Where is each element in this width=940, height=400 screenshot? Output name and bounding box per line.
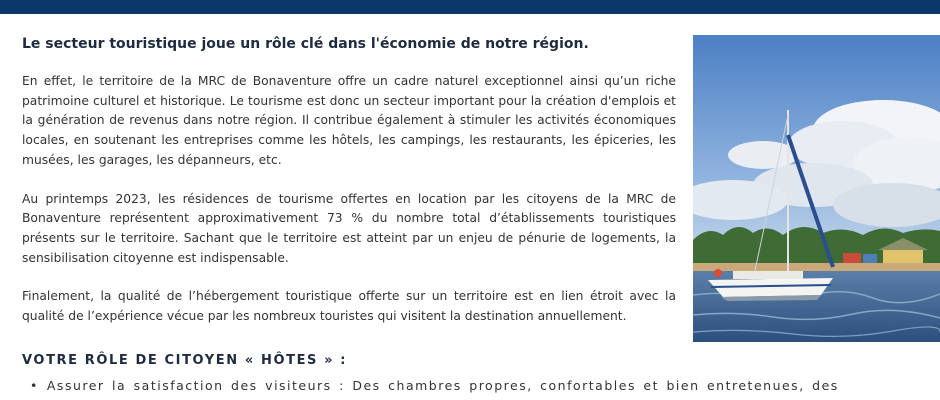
top-banner-bar (0, 0, 940, 14)
sailboat-photo (693, 35, 940, 342)
paragraph-conclusion: Finalement, la qualité de l’hébergement touristique offerte sur un territoire est en lien étroit avec la qualité de l’expérience vécue par les nombreux touristes qui visitent la destination annuellement. (22, 289, 676, 324)
article-heading: Le secteur touristique joue un rôle clé dans l'économie de notre région. (22, 36, 589, 52)
list-item (30, 378, 930, 393)
paragraph-statistics: Au printemps 2023, les résidences de tourisme offertes en location par les citoyens de la MRC de Bonaventure représentent approximativement 73 % du nombre total d’établissements touristiques présents sur le territoire. Sachant que le territoire est atteint par un enjeu de pénurie de logements, la sensibilisation citoyenne est indispensable. (22, 191, 676, 265)
bullet-dot-icon: • (30, 378, 39, 393)
bullet-text: Assurer la satisfaction des visiteurs : Des chambres propres, confortables et bien entretenues, des (46, 378, 839, 393)
paragraph-intro: En effet, le territoire de la MRC de Bonaventure offre un cadre naturel exceptionnel ainsi qu’un riche patrimoine culturel et historique. Le tourisme est donc un secteur important pour la création d'emplois et la génération de revenus dans notre région. Il contribue également à stimuler les activités économiques locales, en soutenant les entreprises comme les hôtels, les campings, les restaurants, les épiceries, les musées, les garages, les dépanneurs, etc. (22, 74, 676, 167)
section-title: VOTRE RÔLE DE CITOYEN « HÔTES » : (22, 353, 348, 368)
article-body (22, 35, 676, 346)
